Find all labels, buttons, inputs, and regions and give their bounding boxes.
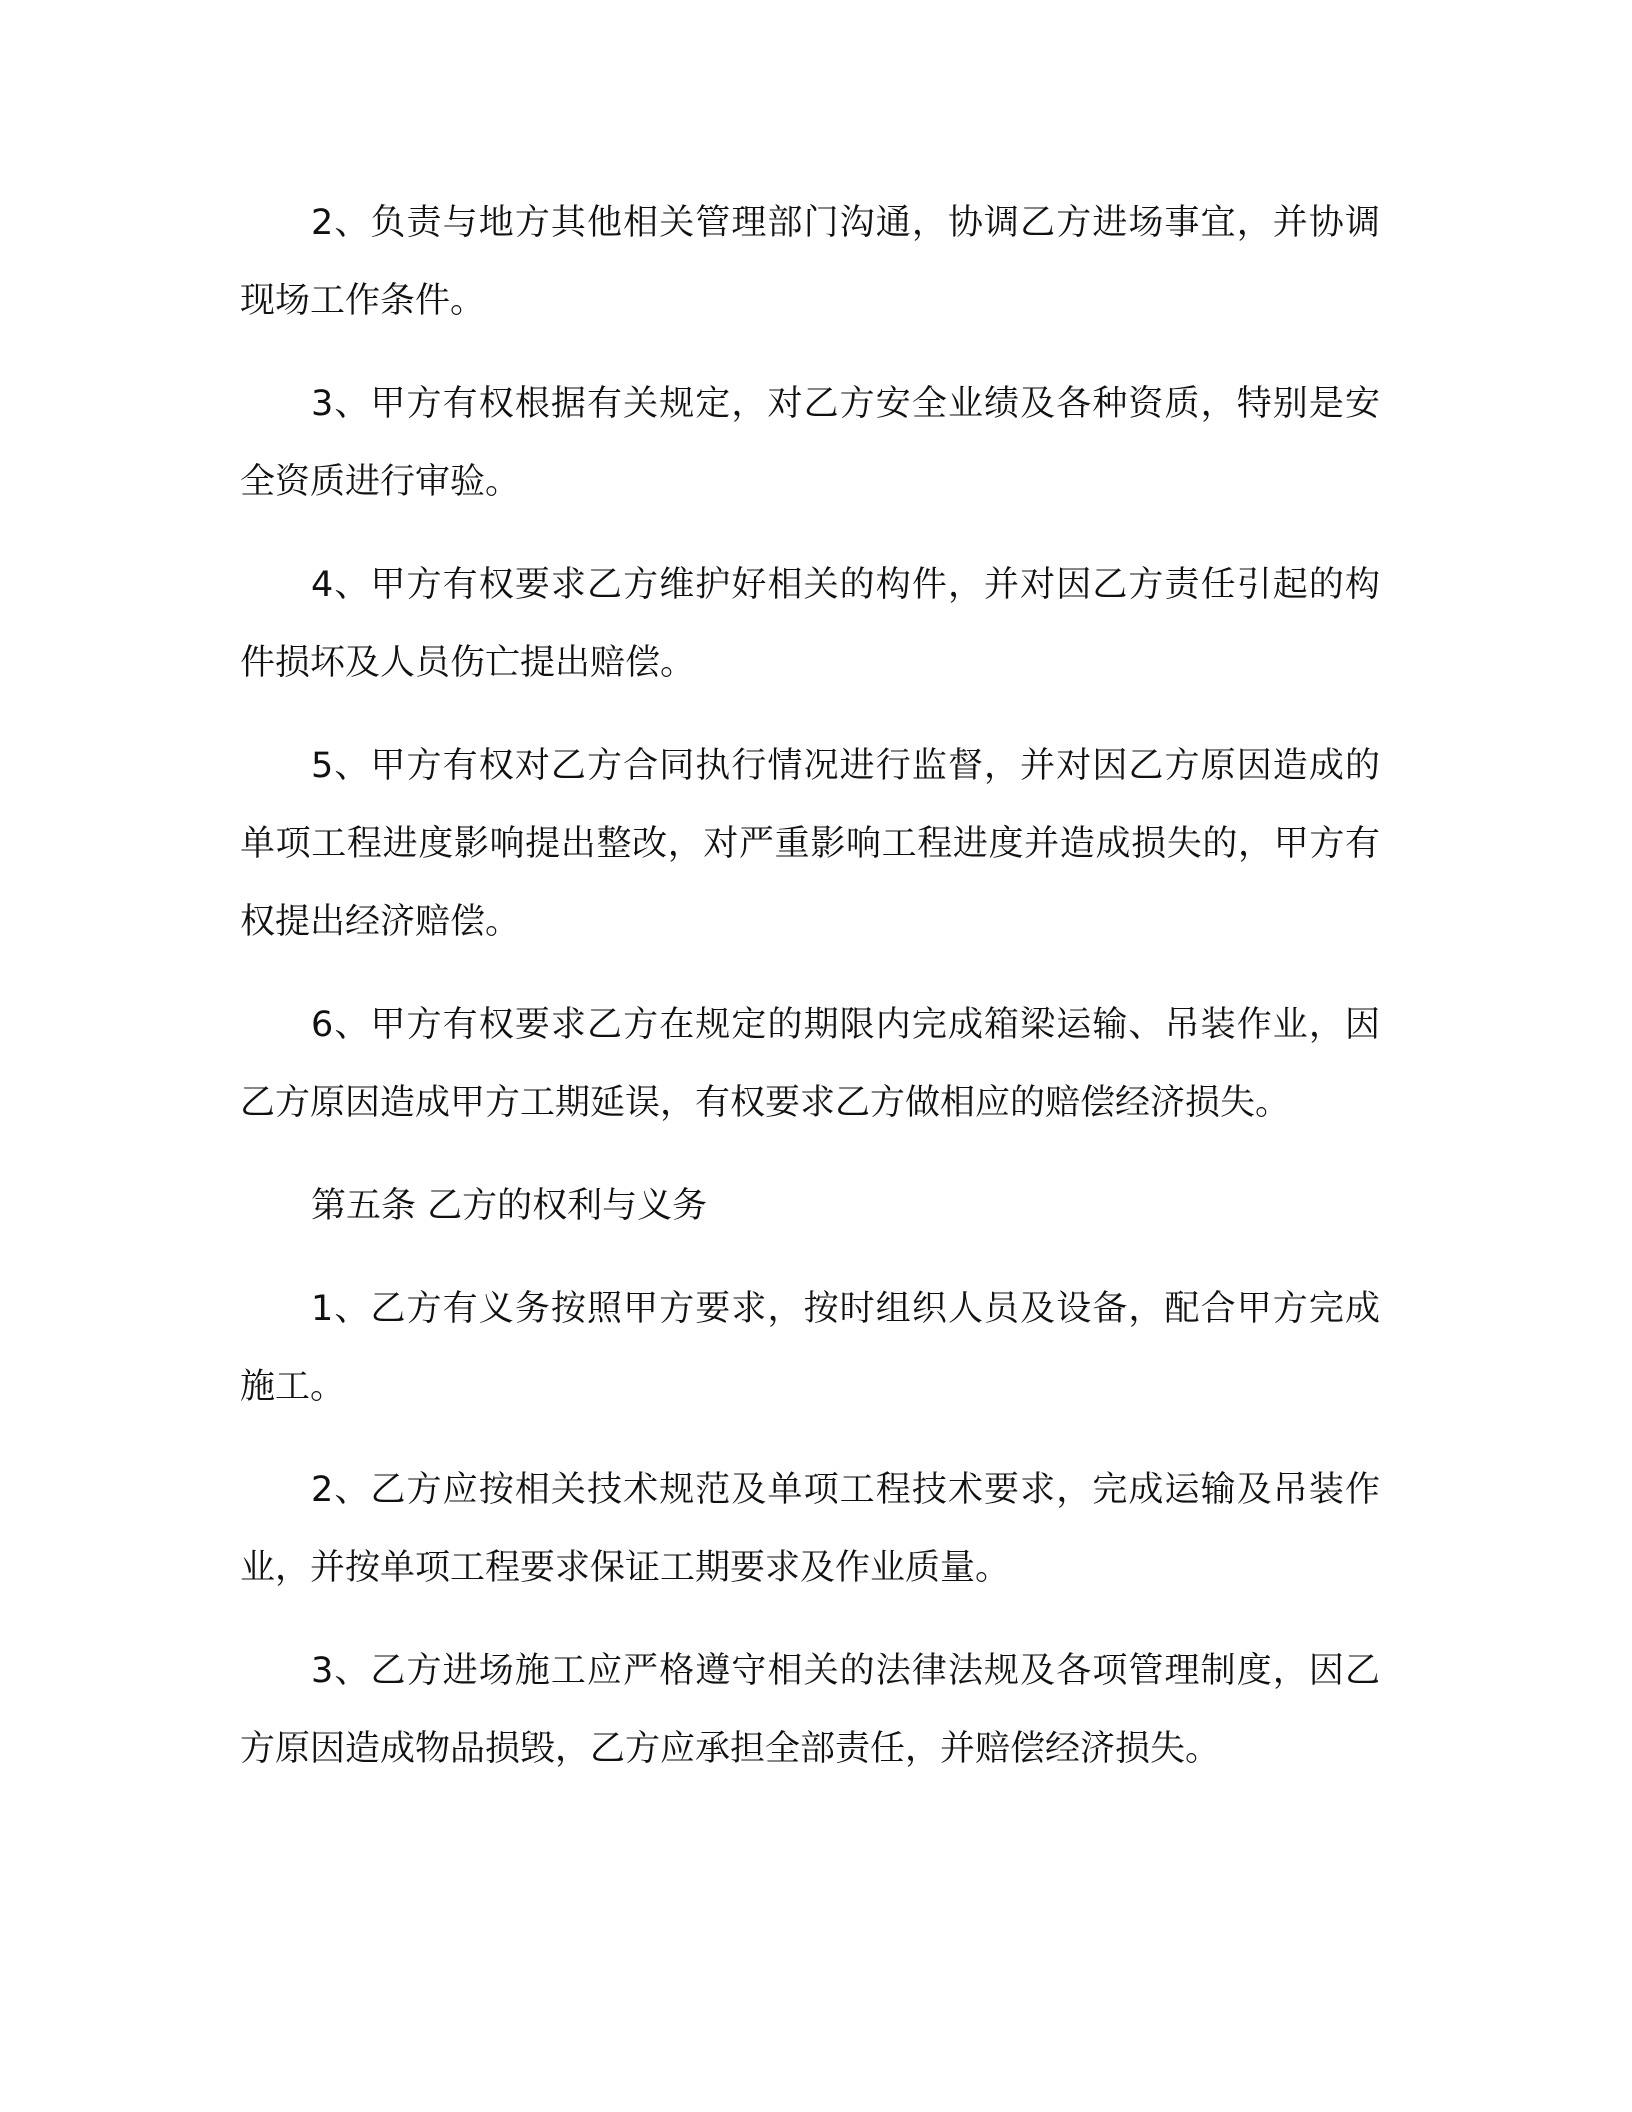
clause-paragraph: 2、负责与地方其他相关管理部门沟通，协调乙方进场事宜，并协调现场工作条件。 [240, 203, 1380, 321]
clause-paragraph: 1、乙方有义务按照甲方要求，按时组织人员及设备，配合甲方完成施工。 [240, 1289, 1380, 1407]
clause-paragraph: 3、甲方有权根据有关规定，对乙方安全业绩及各种资质，特别是安全资质进行审验。 [240, 384, 1380, 502]
clause-paragraph: 5、甲方有权对乙方合同执行情况进行监督，并对因乙方原因造成的单项工程进度影响提出整改，对严重影响工程进度并造成损失的，甲方有权提出经济赔偿。 [240, 746, 1380, 942]
clause-paragraph: 4、甲方有权要求乙方维护好相关的构件，并对因乙方责任引起的构件损坏及人员伤亡提出赔偿。 [240, 565, 1380, 683]
clause-paragraph: 2、乙方应按相关技术规范及单项工程技术要求，完成运输及吊装作业，并按单项工程要求保证工期要求及作业质量。 [240, 1470, 1380, 1588]
document-body [240, 184, 1380, 1813]
clause-paragraph: 6、甲方有权要求乙方在规定的期限内完成箱梁运输、吊装作业，因乙方原因造成甲方工期延误，有权要求乙方做相应的赔偿经济损失。 [240, 1005, 1380, 1123]
section-heading: 第五条 乙方的权利与义务 [311, 1186, 708, 1226]
clause-paragraph: 3、乙方进场施工应严格遵守相关的法律法规及各项管理制度，因乙方原因造成物品损毁，乙方应承担全部责任，并赔偿经济损失。 [240, 1651, 1380, 1769]
